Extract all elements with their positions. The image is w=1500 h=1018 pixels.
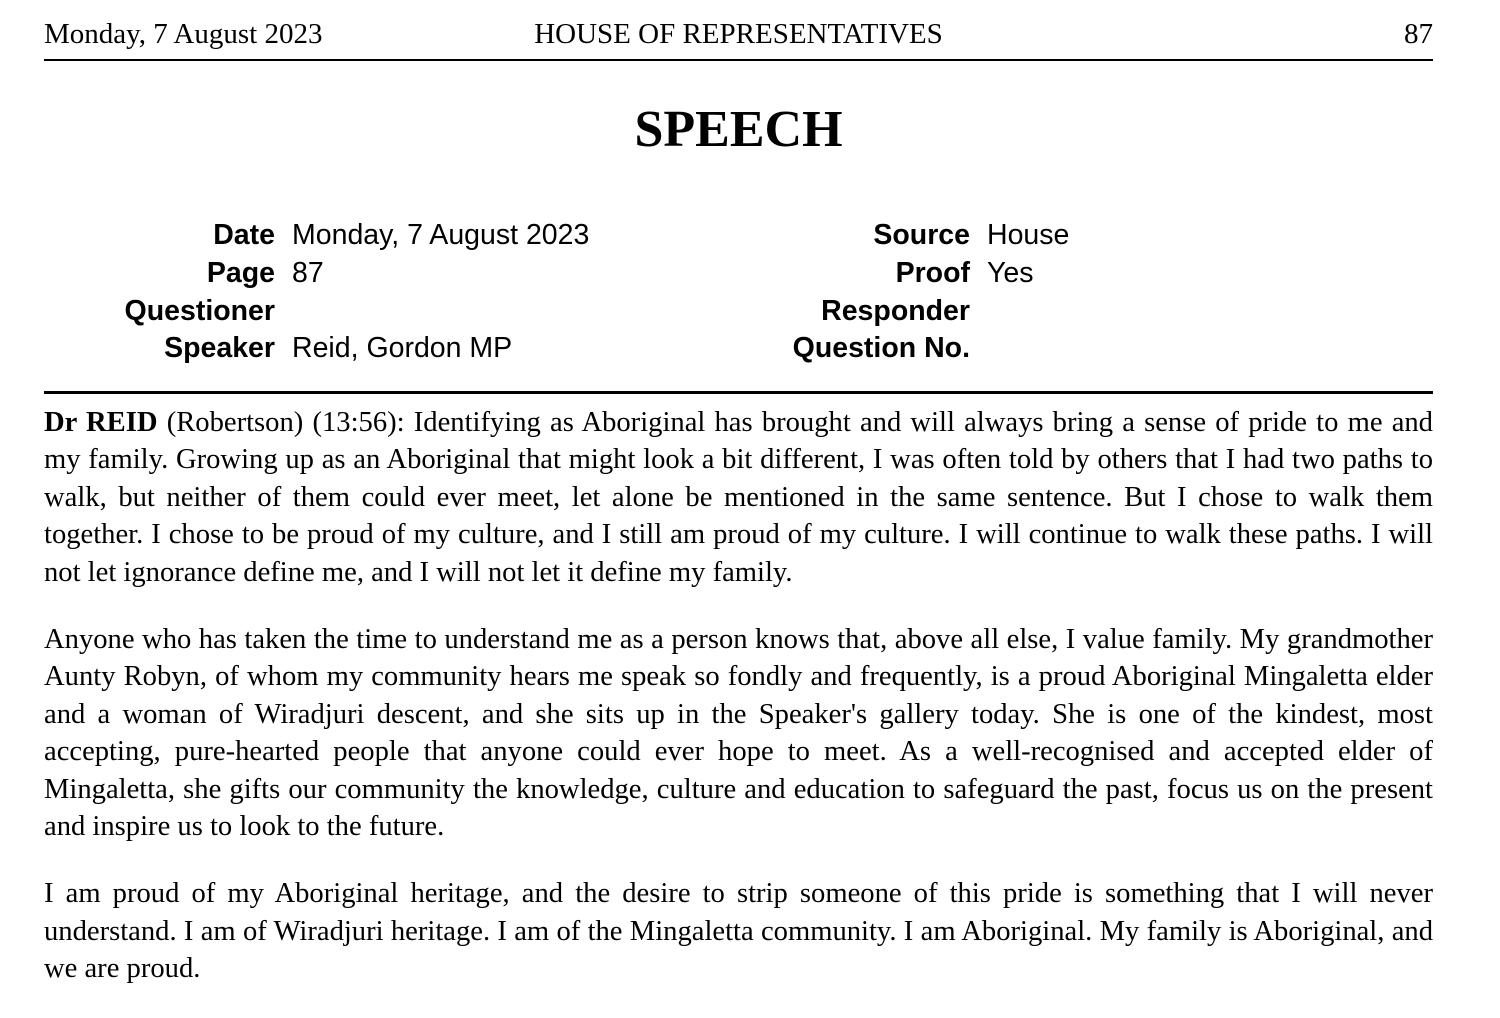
date-label: Date xyxy=(213,219,275,251)
question-no-label: Question No. xyxy=(792,332,970,365)
speech-metadata xyxy=(44,217,1433,367)
header-rule xyxy=(44,59,1433,61)
questioner-label: Questioner xyxy=(124,294,275,327)
running-header xyxy=(44,14,1433,54)
meta-row-questioner-responder xyxy=(44,293,1433,331)
responder-label: Responder xyxy=(821,294,970,327)
header-chamber: HOUSE OF REPRESENTATIVES xyxy=(534,18,943,50)
meta-row-date-source xyxy=(44,217,1433,255)
header-page-number: 87 xyxy=(1404,18,1433,50)
speaker-value: Reid, Gordon MP xyxy=(292,332,513,365)
header-date: Monday, 7 August 2023 xyxy=(44,18,323,50)
proof-label: Proof xyxy=(895,256,970,289)
meta-row-speaker-question-no xyxy=(44,330,1433,368)
meta-row-page-proof xyxy=(44,255,1433,293)
proof-value: Yes xyxy=(987,256,1034,289)
speech-paragraph-3: I am proud of my Aboriginal heritage, and the desire to strip someone of this pride is something that I will never understand. I am of Wiradjuri heritage. I am of the Mingaletta community. I am Aboriginal. My family is Aboriginal, and we are proud. xyxy=(44,878,1433,985)
speaker-name: Dr REID xyxy=(44,407,158,438)
page-value: 87 xyxy=(292,256,324,289)
speech-body xyxy=(44,404,1433,1018)
source-label: Source xyxy=(873,219,970,251)
page-label: Page xyxy=(206,256,275,289)
date-value: Monday, 7 August 2023 xyxy=(292,219,590,251)
metadata-rule xyxy=(44,391,1433,394)
source-value: House xyxy=(987,219,1070,251)
speech-paragraph-1 xyxy=(44,404,1433,591)
document-title: SPEECH xyxy=(634,101,843,158)
hansard-page xyxy=(44,0,1433,1005)
paragraph-1-text: (Robertson) (13:56): Identifying as Aboriginal has brought and will always bring a sense of pride to me and my family. Growing up as an Aboriginal that might look a bit different, I was often told by others that I had two paths to walk, but neither of them could ever meet, let alone be mentioned in the same sentence. But I chose to walk them together. I chose to be proud of my culture, and I still am proud of my culture. I will continue to walk these paths. I will not let ignorance define me, and I will not let it define my family. xyxy=(44,407,1433,588)
speech-paragraph-2: Anyone who has taken the time to understand me as a person knows that, above all else, I value family. My grandmother Aunty Robyn, of whom my community hears me speak so fondly and frequently, is a proud Aboriginal Mingaletta elder and a woman of Wiradjuri descent, and she sits up in the Speaker's gallery today. She is one of the kindest, most accepting, pure-hearted people that anyone could ever hope to meet. As a well-recognised and accepted elder of Mingaletta, she gifts our community the knowledge, culture and education to safeguard the past, focus us on the present and inspire us to look to the future. xyxy=(44,624,1433,843)
speaker-label: Speaker xyxy=(164,332,275,365)
